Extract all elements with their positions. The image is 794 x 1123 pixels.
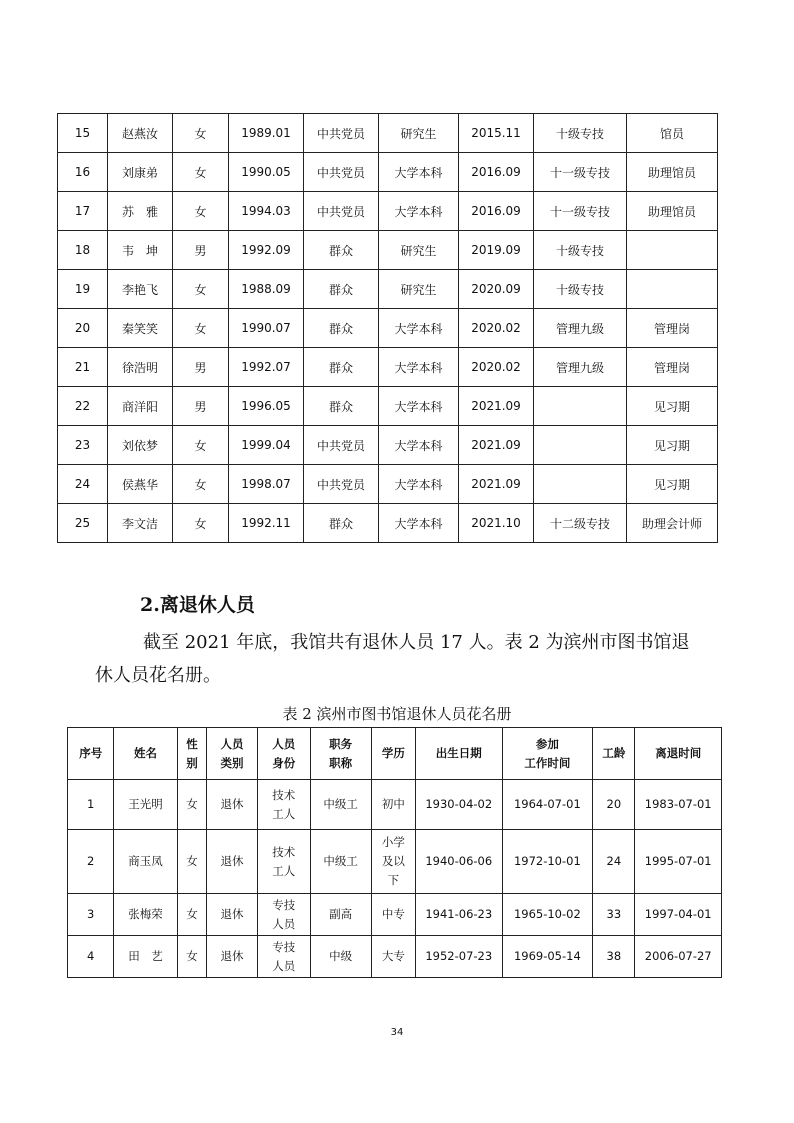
table-cell: 2016.09	[459, 153, 534, 192]
table-cell: 1989.01	[229, 114, 304, 153]
table-cell: 1988.09	[229, 270, 304, 309]
column-header: 离退时间	[635, 728, 722, 780]
table-cell: 助理馆员	[627, 192, 718, 231]
table-cell: 女	[173, 270, 229, 309]
table-row	[68, 780, 722, 830]
table-cell: 2015.11	[459, 114, 534, 153]
table-cell: 技术 工人	[257, 780, 310, 830]
table-cell: 1930-04-02	[416, 780, 502, 830]
table-cell: 中共党员	[304, 153, 379, 192]
table-row	[58, 504, 718, 543]
table-row	[58, 231, 718, 270]
table-cell: 初中	[371, 780, 415, 830]
column-header: 人员 身份	[257, 728, 310, 780]
table-cell: 十一级专技	[534, 192, 627, 231]
table-cell: 中共党员	[304, 192, 379, 231]
table-cell: 女	[173, 114, 229, 153]
table-cell: 见习期	[627, 426, 718, 465]
table-row	[58, 387, 718, 426]
table-cell	[627, 270, 718, 309]
table-cell: 1990.07	[229, 309, 304, 348]
table-cell: 1998.07	[229, 465, 304, 504]
table-cell: 21	[58, 348, 108, 387]
table-cell: 大学本科	[379, 465, 459, 504]
table-cell: 大学本科	[379, 153, 459, 192]
table-cell: 1	[68, 780, 114, 830]
table-cell: 2016.09	[459, 192, 534, 231]
table-cell: 2020.02	[459, 309, 534, 348]
table-cell: 1983-07-01	[635, 780, 722, 830]
table-cell: 1940-06-06	[416, 830, 502, 894]
table-cell: 男	[173, 348, 229, 387]
table-cell: 女	[173, 426, 229, 465]
table-cell: 大专	[371, 936, 415, 978]
table-cell: 女	[177, 830, 207, 894]
table-cell: 李艳飞	[108, 270, 173, 309]
table-cell: 33	[593, 894, 635, 936]
table-cell: 女	[173, 465, 229, 504]
table-row	[58, 309, 718, 348]
table-cell: 1964-07-01	[502, 780, 593, 830]
table-cell: 1972-10-01	[502, 830, 593, 894]
table-cell: 十级专技	[534, 114, 627, 153]
column-header: 职务 职称	[310, 728, 371, 780]
table-cell	[534, 426, 627, 465]
table-row	[68, 830, 722, 894]
table-cell: 2021.09	[459, 387, 534, 426]
column-header: 序号	[68, 728, 114, 780]
table-cell: 刘依梦	[108, 426, 173, 465]
table-row	[58, 348, 718, 387]
table-cell: 女	[177, 780, 207, 830]
table-cell: 副高	[310, 894, 371, 936]
table-cell: 1997-04-01	[635, 894, 722, 936]
table-cell: 15	[58, 114, 108, 153]
table-cell: 中共党员	[304, 114, 379, 153]
table-cell: 十二级专技	[534, 504, 627, 543]
table-cell: 退休	[207, 936, 258, 978]
table-cell: 2006-07-27	[635, 936, 722, 978]
table-row	[58, 153, 718, 192]
table-cell: 女	[173, 153, 229, 192]
table-cell: 大学本科	[379, 309, 459, 348]
table-cell	[534, 465, 627, 504]
table-cell: 十级专技	[534, 270, 627, 309]
table-cell: 20	[58, 309, 108, 348]
table-cell: 2020.09	[459, 270, 534, 309]
column-header: 人员 类别	[207, 728, 258, 780]
table-cell: 25	[58, 504, 108, 543]
table-cell: 李文洁	[108, 504, 173, 543]
table-cell: 1996.05	[229, 387, 304, 426]
table-cell: 1992.11	[229, 504, 304, 543]
table-cell: 王光明	[114, 780, 177, 830]
table-cell: 女	[173, 309, 229, 348]
table-cell: 男	[173, 231, 229, 270]
table-cell: 十一级专技	[534, 153, 627, 192]
table-cell: 4	[68, 936, 114, 978]
table-cell: 群众	[304, 231, 379, 270]
table-row	[58, 270, 718, 309]
table-cell: 22	[58, 387, 108, 426]
table-cell: 2021.09	[459, 426, 534, 465]
column-header: 姓名	[114, 728, 177, 780]
table-cell: 中级工	[310, 830, 371, 894]
table-cell: 女	[177, 936, 207, 978]
table-cell: 研究生	[379, 270, 459, 309]
table-cell: 大学本科	[379, 426, 459, 465]
table-cell: 女	[177, 894, 207, 936]
table-cell: 见习期	[627, 465, 718, 504]
page-number: 34	[390, 1027, 404, 1038]
table-cell	[627, 231, 718, 270]
table-cell: 中级工	[310, 780, 371, 830]
table-cell: 秦笑笑	[108, 309, 173, 348]
table-cell: 大学本科	[379, 387, 459, 426]
table-cell: 1992.07	[229, 348, 304, 387]
table-row	[58, 465, 718, 504]
section-heading: 2.离退休人员	[140, 594, 255, 616]
table-cell: 苏 雅	[108, 192, 173, 231]
table-cell: 管理九级	[534, 309, 627, 348]
table-cell: 张梅荣	[114, 894, 177, 936]
table-cell: 十级专技	[534, 231, 627, 270]
table-cell: 专技 人员	[257, 936, 310, 978]
table-cell: 刘康弟	[108, 153, 173, 192]
table-cell: 退休	[207, 894, 258, 936]
table-cell: 管理九级	[534, 348, 627, 387]
retiree-header-row	[68, 728, 722, 780]
table-cell: 见习期	[627, 387, 718, 426]
table-cell: 退休	[207, 780, 258, 830]
table-cell: 中共党员	[304, 426, 379, 465]
column-header: 参加 工作时间	[502, 728, 593, 780]
table-cell: 1992.09	[229, 231, 304, 270]
table-cell: 赵燕汝	[108, 114, 173, 153]
table-cell: 18	[58, 231, 108, 270]
table-row	[58, 426, 718, 465]
column-header: 出生日期	[416, 728, 502, 780]
table-cell: 大学本科	[379, 348, 459, 387]
table-cell: 20	[593, 780, 635, 830]
table-cell: 1994.03	[229, 192, 304, 231]
table-cell: 群众	[304, 504, 379, 543]
table-cell: 1995-07-01	[635, 830, 722, 894]
table-cell: 1965-10-02	[502, 894, 593, 936]
table-cell: 群众	[304, 309, 379, 348]
table-cell: 2021.10	[459, 504, 534, 543]
table-caption: 表 2 滨州市图书馆退休人员花名册	[282, 705, 512, 723]
table-cell: 男	[173, 387, 229, 426]
table-cell: 研究生	[379, 114, 459, 153]
table-cell: 2019.09	[459, 231, 534, 270]
table-cell: 研究生	[379, 231, 459, 270]
table-cell: 2	[68, 830, 114, 894]
table-cell: 侯燕华	[108, 465, 173, 504]
column-header: 工龄	[593, 728, 635, 780]
table-cell: 大学本科	[379, 192, 459, 231]
table-cell: 技术 工人	[257, 830, 310, 894]
table-cell: 19	[58, 270, 108, 309]
table-row	[58, 114, 718, 153]
retiree-table	[67, 727, 722, 978]
table-cell: 群众	[304, 387, 379, 426]
table-cell: 田 艺	[114, 936, 177, 978]
table-cell: 24	[593, 830, 635, 894]
table-cell: 韦 坤	[108, 231, 173, 270]
column-header: 学历	[371, 728, 415, 780]
table-cell: 管理岗	[627, 348, 718, 387]
intro-paragraph: 截至 2021 年底，我馆共有退休人员 17 人。表 2 为滨州市图书馆退休人员花名册。	[95, 632, 690, 686]
table-cell: 管理岗	[627, 309, 718, 348]
table-cell: 38	[593, 936, 635, 978]
table-cell: 助理会计师	[627, 504, 718, 543]
table-cell: 中专	[371, 894, 415, 936]
table-cell: 群众	[304, 270, 379, 309]
table-cell: 1999.04	[229, 426, 304, 465]
table-cell: 助理馆员	[627, 153, 718, 192]
table-cell: 馆员	[627, 114, 718, 153]
table-cell: 1941-06-23	[416, 894, 502, 936]
table-cell: 23	[58, 426, 108, 465]
table-cell: 女	[173, 504, 229, 543]
table-cell: 徐浩明	[108, 348, 173, 387]
table-cell: 2020.02	[459, 348, 534, 387]
table-cell: 24	[58, 465, 108, 504]
table-cell: 女	[173, 192, 229, 231]
table-cell: 1990.05	[229, 153, 304, 192]
table-cell: 商玉凤	[114, 830, 177, 894]
staff-table	[57, 113, 718, 543]
table-cell: 小学 及以 下	[371, 830, 415, 894]
table-cell: 1952-07-23	[416, 936, 502, 978]
table-cell: 16	[58, 153, 108, 192]
table-cell: 中级	[310, 936, 371, 978]
table-cell: 1969-05-14	[502, 936, 593, 978]
table-cell: 专技 人员	[257, 894, 310, 936]
table-cell: 3	[68, 894, 114, 936]
table-cell: 中共党员	[304, 465, 379, 504]
table-cell: 退休	[207, 830, 258, 894]
table-cell: 商洋阳	[108, 387, 173, 426]
table-cell: 17	[58, 192, 108, 231]
table-cell: 2021.09	[459, 465, 534, 504]
table-row	[68, 894, 722, 936]
table-row	[58, 192, 718, 231]
table-cell: 群众	[304, 348, 379, 387]
table-row	[68, 936, 722, 978]
table-cell: 大学本科	[379, 504, 459, 543]
column-header: 性 别	[177, 728, 207, 780]
table-cell	[534, 387, 627, 426]
